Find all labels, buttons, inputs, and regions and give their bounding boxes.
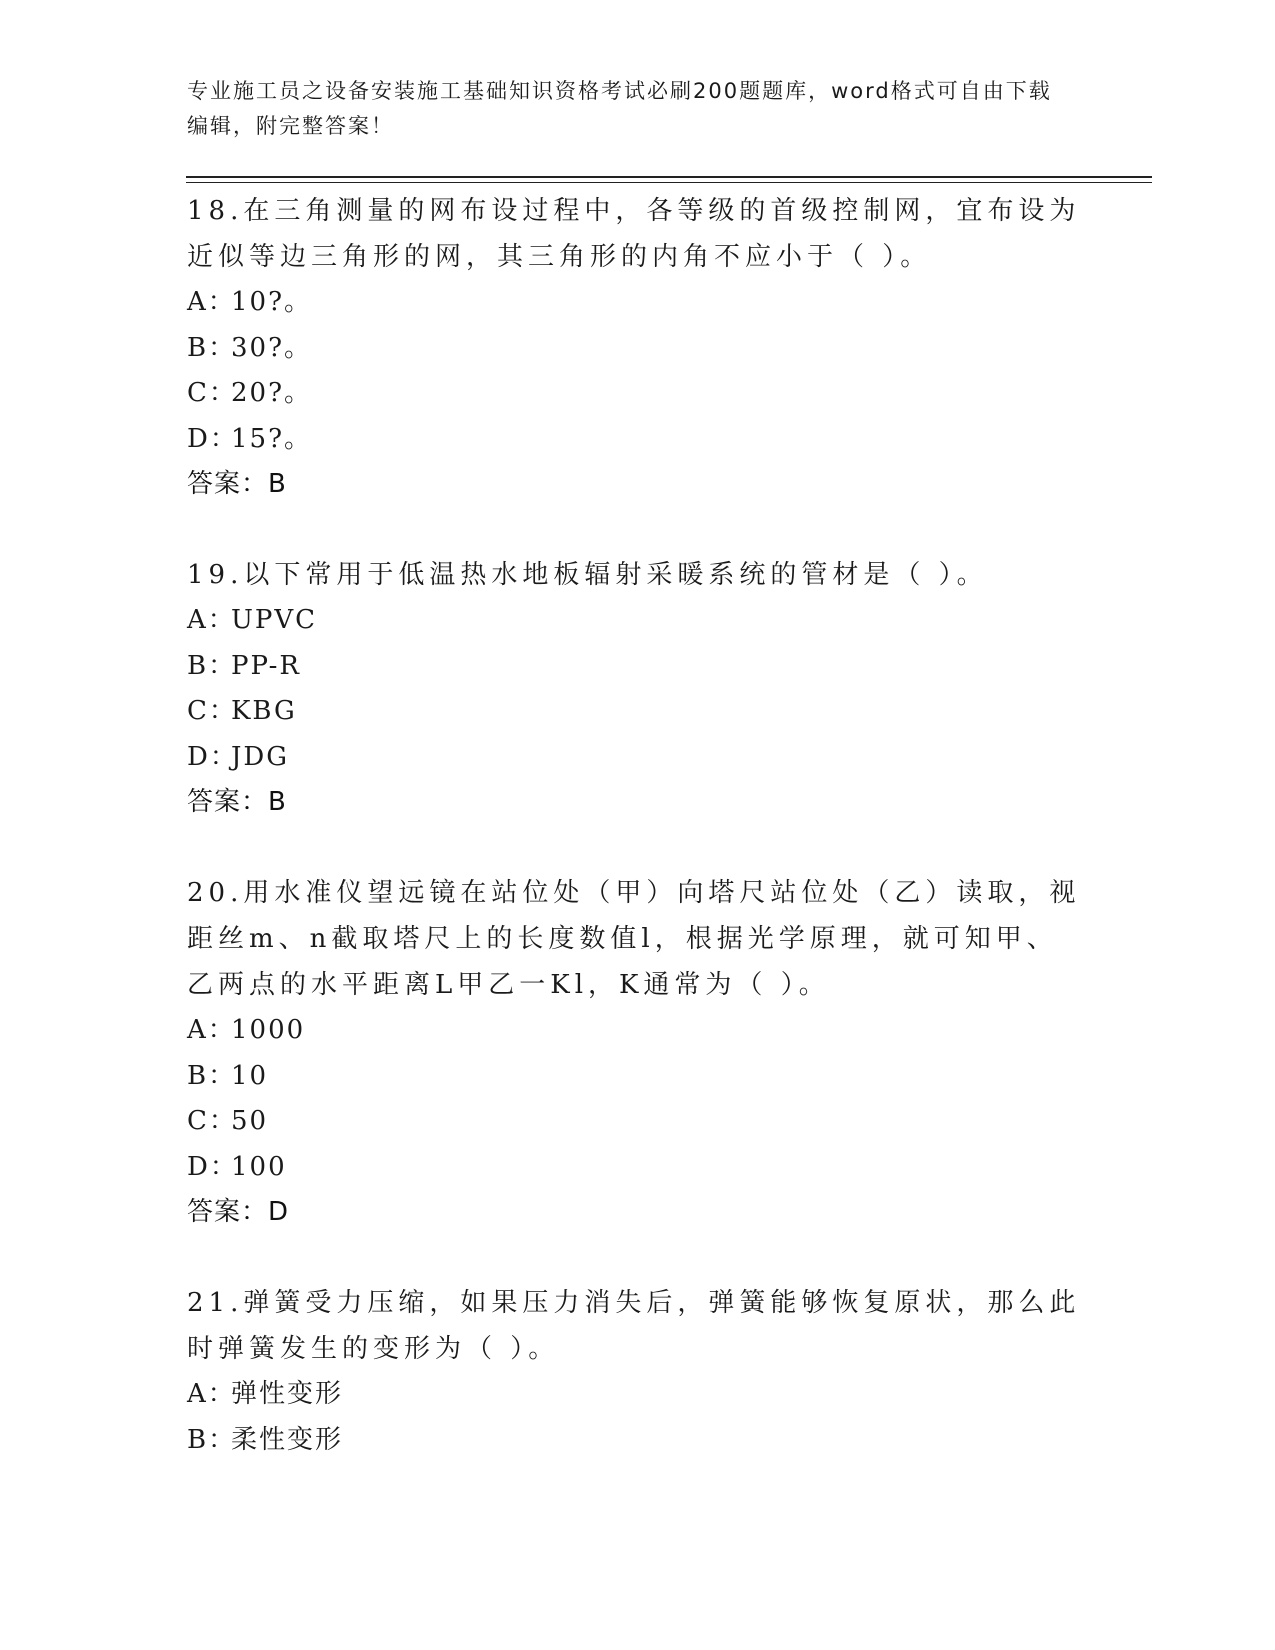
option-key: A： [187, 1379, 236, 1409]
question-stem: 19.以下常用于低温热水地板辐射采暖系统的管材是（ ）。 [187, 560, 988, 590]
option-text: PP-R [231, 650, 301, 681]
option-text: 弹性变形 [231, 1379, 344, 1409]
question-stem: 21.弹簧受力压缩，如果压力消失后，弹簧能够恢复原状，那么此时弹簧发生的变形为（ ）。 [187, 1288, 1081, 1364]
option-text: UPVC [231, 605, 318, 635]
title-divider-thick [186, 176, 1152, 178]
question-21 [187, 1280, 1087, 1463]
option-text: 100 [231, 1151, 287, 1182]
option-text: 50 [231, 1106, 269, 1136]
option-text: 10?。 [231, 287, 313, 317]
question-list [187, 188, 1087, 1463]
option-a [187, 280, 1087, 326]
answer-line: 答案：B [187, 469, 287, 499]
option-key: B： [187, 1424, 237, 1455]
option-text: 10 [231, 1060, 269, 1091]
option-text: 柔性变形 [231, 1424, 344, 1455]
document-title: 专业施工员之设备安装施工基础知识资格考试必刷200题题库，word格式可自由下载编辑，附完整答案！ [187, 79, 1052, 138]
option-key: D： [187, 1151, 238, 1182]
question-19 [187, 552, 1087, 824]
option-key: C： [187, 378, 237, 408]
option-text: 20?。 [231, 378, 313, 408]
option-key: D： [187, 423, 238, 454]
option-key: C： [187, 696, 237, 726]
option-a [187, 1008, 1087, 1054]
option-d [187, 735, 1087, 781]
option-text: 15?。 [231, 423, 313, 454]
question-stem: 20.用水准仪望远镜在站位处（甲）向塔尺站位处（乙）读取，视距丝m、n截取塔尺上的长度数值l，根据光学原理，就可知甲、乙两点的水平距离L甲乙一Kl，K通常为（ ）。 [187, 878, 1081, 1000]
option-key: C： [187, 1106, 237, 1136]
option-b [187, 326, 1087, 372]
option-c [187, 371, 1087, 417]
option-text: JDG [231, 741, 290, 772]
option-c [187, 1099, 1087, 1145]
option-key: B： [187, 332, 237, 363]
answer-line: 答案：D [187, 1197, 290, 1227]
option-b [187, 1418, 1087, 1464]
option-text: KBG [231, 696, 297, 726]
option-b [187, 644, 1087, 690]
option-key: D： [187, 741, 238, 772]
title-divider-thin [186, 182, 1152, 183]
option-c [187, 689, 1087, 735]
option-b [187, 1054, 1087, 1100]
option-key: B： [187, 650, 237, 681]
option-text: 30?。 [231, 332, 313, 363]
option-d [187, 1145, 1087, 1191]
question-18 [187, 188, 1087, 506]
option-a [187, 1372, 1087, 1418]
option-key: A： [187, 287, 236, 317]
option-key: A： [187, 605, 236, 635]
option-a [187, 598, 1087, 644]
question-20 [187, 870, 1087, 1234]
option-key: B： [187, 1060, 237, 1091]
answer-line: 答案：B [187, 787, 287, 817]
option-d [187, 417, 1087, 463]
option-key: A： [187, 1015, 236, 1045]
option-text: 1000 [231, 1015, 306, 1045]
question-stem: 18.在三角测量的网布设过程中，各等级的首级控制网，宜布设为近似等边三角形的网，其三角形的内角不应小于（ ）。 [187, 196, 1081, 272]
